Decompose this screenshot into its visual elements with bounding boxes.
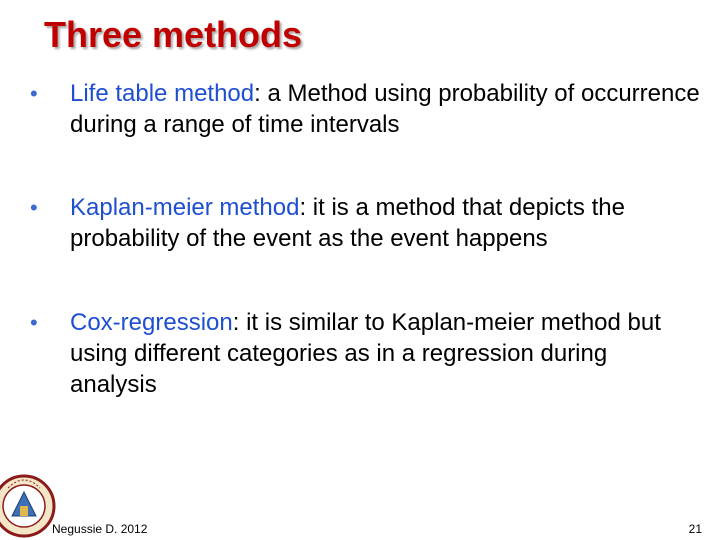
bullet-text — [70, 192, 700, 254]
university-seal-icon — [0, 466, 56, 540]
bullet-item-cox-regression — [30, 307, 700, 400]
bullet-term: Life table method — [70, 80, 255, 107]
bullet-dot-icon: • — [30, 310, 38, 335]
bullet-dot-icon: • — [30, 81, 38, 106]
bullet-text — [70, 307, 700, 400]
slide-title: Three methods — [44, 14, 303, 55]
bullet-term: Kaplan-meier method — [70, 194, 300, 221]
bullet-item-kaplan-meier — [30, 192, 700, 254]
bullet-description: : it is a method that depicts the probability of the event as the event happens — [70, 194, 625, 252]
footer-author: Negussie D. 2012 — [52, 522, 148, 536]
bullet-text — [70, 78, 700, 140]
bullet-dot-icon: • — [30, 195, 38, 220]
bullet-description: : it is similar to Kaplan-meier method but using different categories as in a regression during analysis — [70, 309, 661, 398]
page-number: 21 — [688, 522, 702, 536]
bullet-item-life-table — [30, 78, 700, 140]
bullet-term: Cox-regression — [70, 309, 233, 336]
bullet-description: : a Method using probability of occurrence during a range of time intervals — [70, 80, 700, 138]
